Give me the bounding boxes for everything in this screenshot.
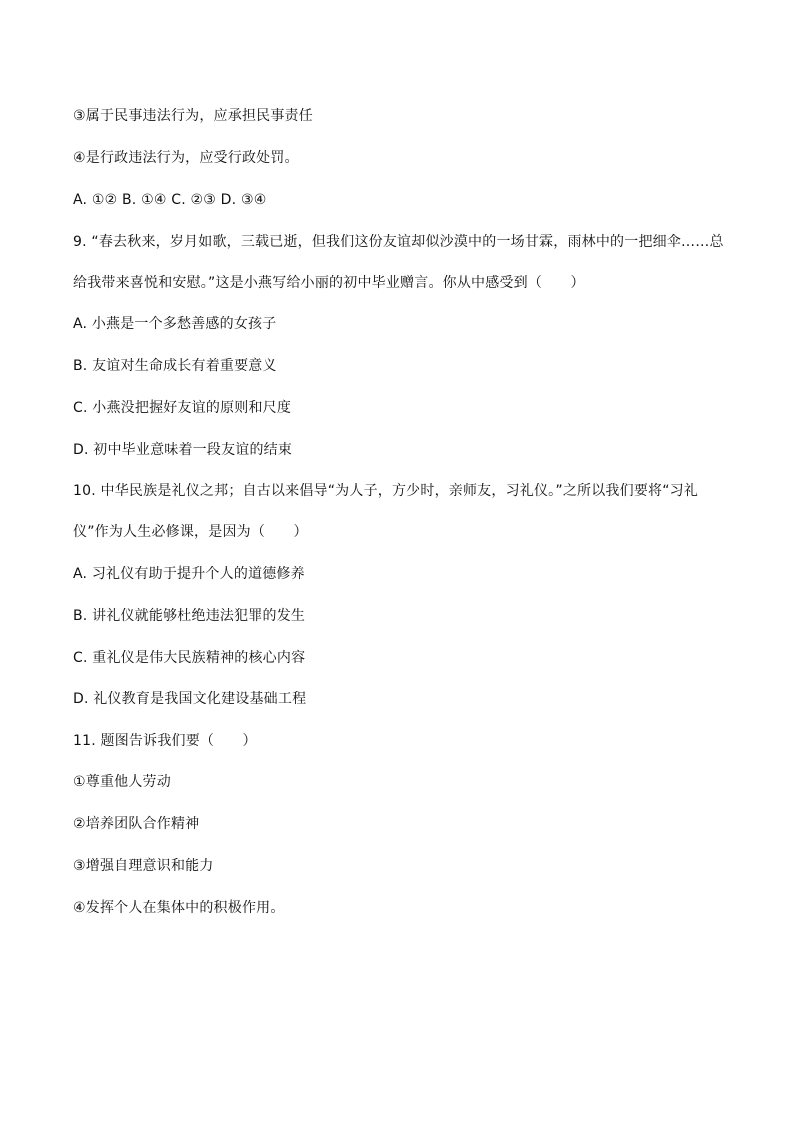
- q11-item-4: ④发挥个人在集体中的积极作用。: [73, 900, 285, 916]
- q9-stem-line1: 9. “春去秋来，岁月如歌，三载已逝，但我们这份友谊却似沙漠中的一场甘霖，雨林中的一把细伞……总: [73, 234, 724, 250]
- q9-option-d: D. 初中毕业意味着一段友谊的结束: [73, 442, 293, 458]
- q10-stem-line2: 仪”作为人生必修课，是因为（ ）: [73, 524, 308, 540]
- q10-option-d: D. 礼仪教育是我国文化建设基础工程: [73, 691, 307, 707]
- q11-item-1: ①尊重他人劳动: [73, 774, 171, 790]
- q9-option-c: C. 小燕没把握好友谊的原则和尺度: [73, 400, 292, 416]
- q11-item-3: ③增强自理意识和能力: [73, 858, 214, 874]
- q11-stem: 11. 题图告诉我们要（ ）: [73, 733, 257, 749]
- q9-stem-line2: 给我带来喜悦和安慰。”这是小燕写给小丽的初中毕业赠言。你从中感受到（ ）: [73, 275, 585, 291]
- q8-option-3: ③属于民事违法行为，应承担民事责任: [73, 108, 313, 124]
- q10-stem-line1: 10. 中华民族是礼仪之邦；自古以来倡导“为人子，方少时，亲师友，习礼仪。”之所以我们要将“习礼: [73, 483, 699, 499]
- q10-option-a: A. 习礼仪有助于提升个人的道德修养: [73, 566, 305, 582]
- q8-option-4: ④是行政违法行为，应受行政处罚。: [73, 150, 299, 166]
- q10-option-c: C. 重礼仪是伟大民族精神的核心内容: [73, 650, 306, 666]
- q9-option-a: A. 小燕是一个多愁善感的女孩子: [73, 316, 277, 332]
- q9-option-b: B. 友谊对生命成长有着重要意义: [73, 358, 277, 374]
- q8-answer-choices: A. ①② B. ①④ C. ②③ D. ③④: [73, 192, 267, 208]
- q11-item-2: ②培养团队合作精神: [73, 816, 200, 832]
- q10-option-b: B. 讲礼仪就能够杜绝违法犯罪的发生: [73, 608, 306, 624]
